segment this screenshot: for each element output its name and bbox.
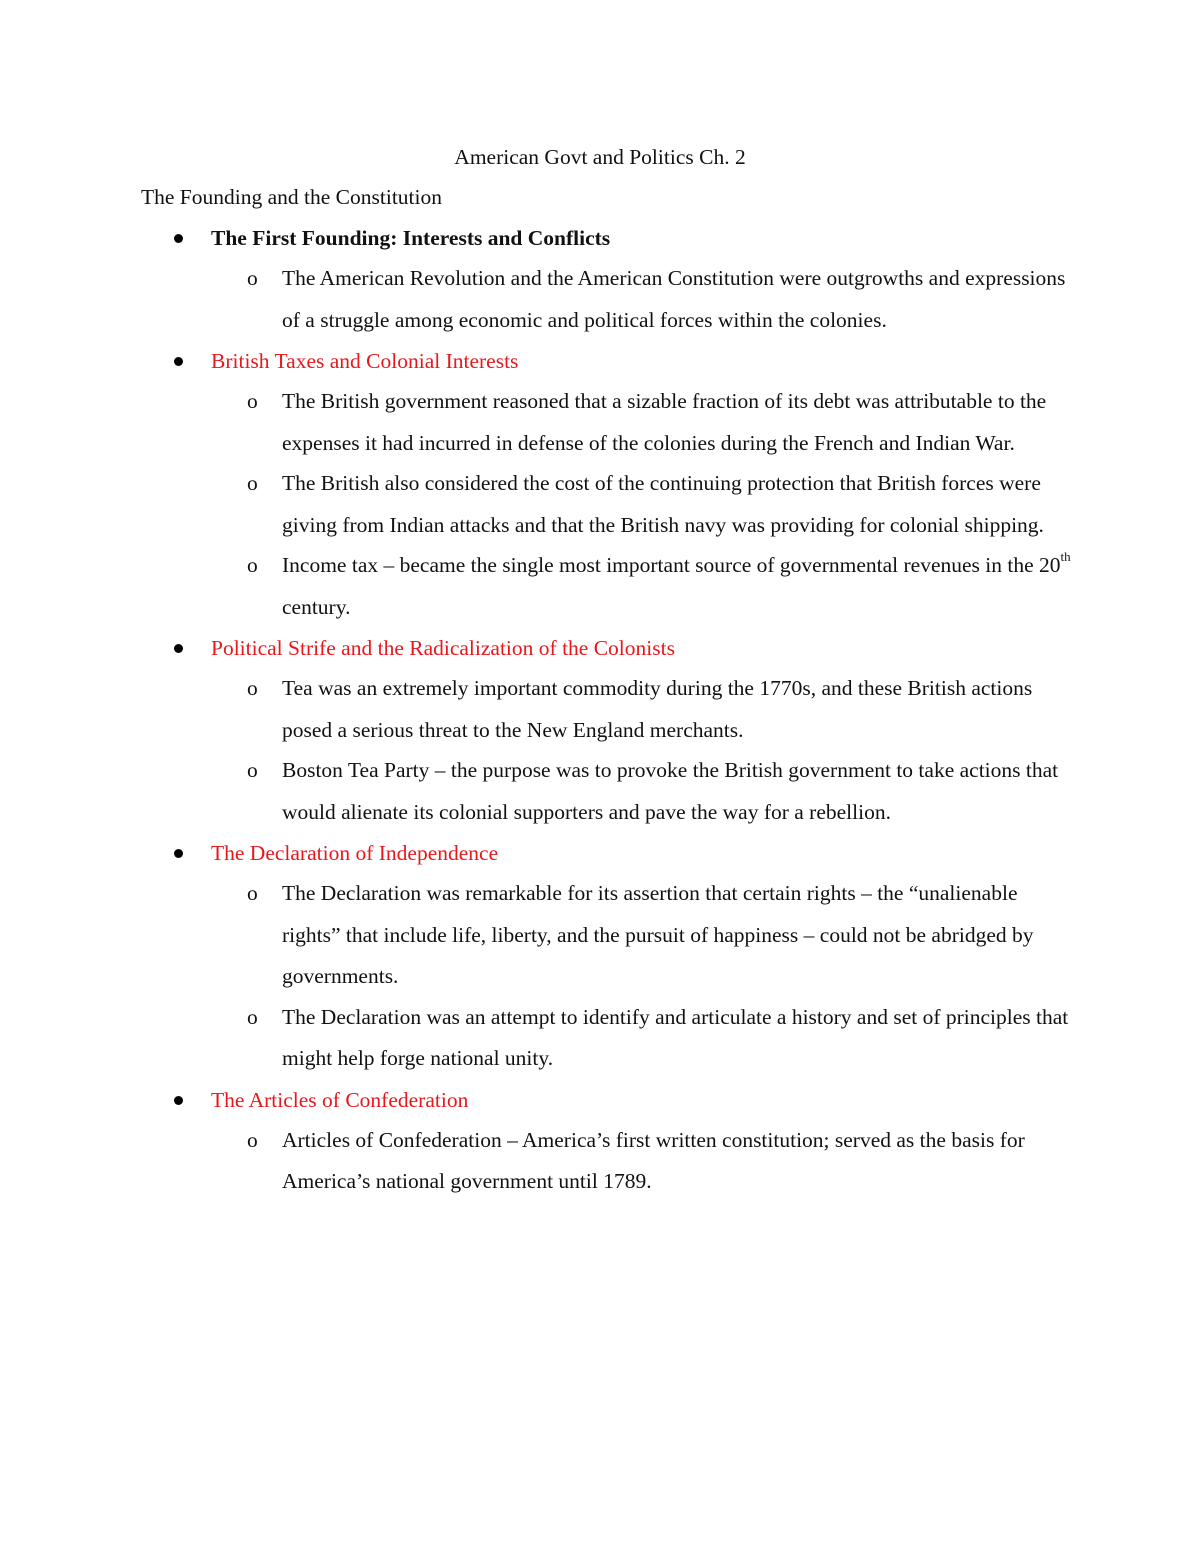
- outline-section: [0, 839, 1200, 1080]
- list-item-text: Tea was an extremely important commodity during the 1770s, and these British actions posed a serious threat to the New England merchants.: [282, 676, 1033, 742]
- bullet-icon: [174, 849, 183, 858]
- sub-bullet-icon: o: [247, 553, 258, 577]
- sub-bullet-icon: o: [247, 881, 258, 905]
- outline-section: [0, 1086, 1200, 1203]
- list-item: [0, 258, 1072, 341]
- list-item-text: The Declaration was remarkable for its assertion that certain rights – the “unalienable rights” that include life, liberty, and the pursuit of happiness – could not be abridged by governments.: [282, 881, 1034, 988]
- bullet-icon: [174, 1096, 183, 1105]
- section-heading: [0, 839, 1200, 867]
- list-item: [0, 750, 1072, 833]
- list-item-text: The Declaration was an attempt to identify and articulate a history and set of principles that might help forge national unity.: [282, 1004, 1069, 1070]
- list-item-text: Income tax – became the single most important source of governmental revenues in the 20th century.: [282, 548, 1071, 619]
- sub-bullet-icon: o: [247, 1127, 258, 1152]
- list-item-text: The British government reasoned that a sizable fraction of its debt was attributable to the expenses it had incurred in defense of the colonies during the French and Indian War.: [282, 389, 1047, 455]
- list-item: [0, 463, 1072, 546]
- document-title: American Govt and Politics Ch. 2: [454, 145, 746, 169]
- section-heading: [0, 224, 1200, 252]
- section-heading: [0, 347, 1200, 375]
- list-item: [0, 668, 1072, 751]
- sub-bullet-icon: o: [247, 676, 258, 700]
- list-item: [0, 873, 1072, 998]
- list-item-text: Boston Tea Party – the purpose was to provoke the British government to take actions that would alienate its colonial supporters and pave the way for a rebellion.: [282, 758, 1059, 824]
- sub-bullet-icon: o: [247, 758, 258, 782]
- section-heading-text: The Declaration of Independence: [211, 841, 499, 865]
- outline-section: [0, 634, 1200, 833]
- list-item: [0, 545, 1072, 628]
- sub-bullet-icon: o: [247, 266, 258, 290]
- outline-section: [0, 347, 1200, 628]
- section-heading: [0, 634, 1200, 662]
- section-heading-text: British Taxes and Colonial Interests: [211, 349, 519, 373]
- section-heading-text: Political Strife and the Radicalization of the Colonists: [211, 636, 675, 660]
- section-heading-text: The Articles of Confederation: [211, 1087, 469, 1112]
- bullet-icon: [174, 234, 183, 243]
- sub-bullet-icon: o: [247, 389, 258, 413]
- document-subtitle: The Founding and the Constitution: [141, 185, 442, 209]
- sub-bullet-icon: o: [247, 471, 258, 495]
- list-item: [0, 381, 1072, 464]
- sub-bullet-icon: o: [247, 1004, 258, 1029]
- list-item: [0, 997, 1072, 1080]
- outline-section: [0, 224, 1200, 341]
- section-heading-text: The First Founding: Interests and Conflicts: [211, 226, 611, 250]
- bullet-icon: [174, 644, 183, 653]
- superscript: th: [1060, 548, 1071, 564]
- list-item-text: The British also considered the cost of the continuing protection that British forces were giving from Indian attacks and that the British navy was providing for colonial shipping.: [282, 471, 1044, 537]
- list-item-text: The American Revolution and the American Constitution were outgrowths and expressions of a struggle among economic and political forces within the colonies.: [282, 266, 1066, 332]
- bullet-icon: [174, 357, 183, 366]
- list-item-text: Articles of Confederation – America’s first written constitution; served as the basis for America’s national government until 1789.: [282, 1127, 1025, 1193]
- list-item: [0, 1120, 1072, 1203]
- section-heading: [0, 1086, 1200, 1114]
- outline-list: [0, 224, 1200, 1209]
